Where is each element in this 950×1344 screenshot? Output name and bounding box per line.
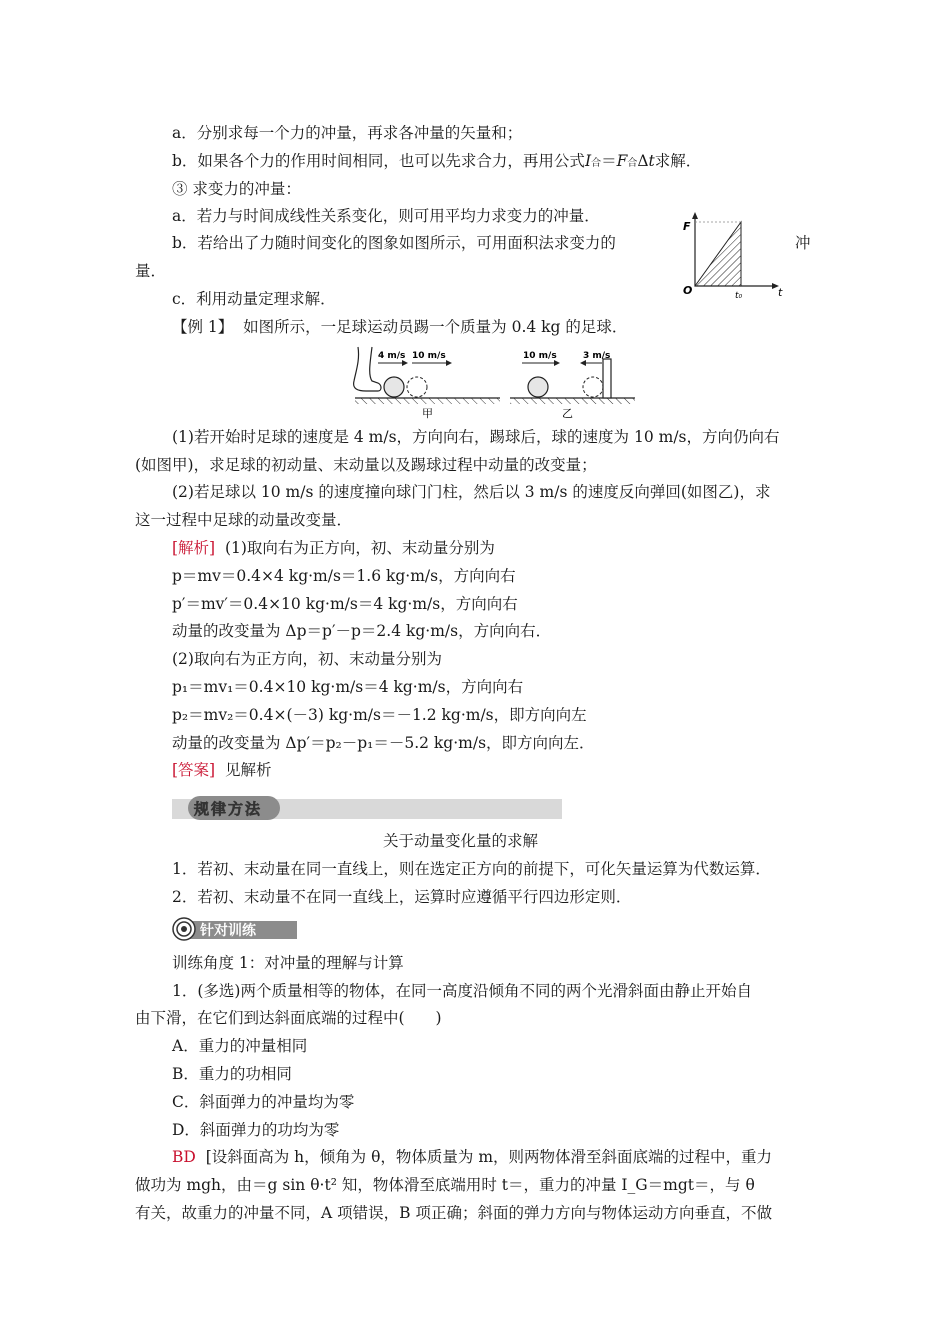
answer-key: BD [172,1148,196,1166]
solution-line: p₁＝mv₁＝0.4×10 kg·m/s＝4 kg·m/s，方向向右 [172,678,524,696]
text-line: 量． [135,262,167,280]
label-jia: 甲 [422,407,433,420]
force-time-graph [675,208,795,298]
arrowhead [446,360,452,366]
question-line: (1)若开始时足球的速度是 4 m/s，方向向右，踢球后，球的速度为 10 m/s，方向仍向右 [172,428,780,446]
text-line: a．若力与时间成线性关系变化，则可用平均力求变力的冲量． [172,207,600,225]
text-span: 求解． [654,152,702,170]
option-d: D．斜面弹力的功均为零 [172,1121,340,1139]
subscript: 合 [591,158,602,169]
question-line: 1．(多选)两个质量相等的物体，在同一高度沿倾角不同的两个光滑斜面由静止开始自 [172,982,752,1000]
solution-line: p₂＝mv₂＝0.4×(－3) kg·m/s＝－1.2 kg·m/s，即方向向左 [172,706,587,724]
explanation-text: [设斜面高为 h，倾角为 θ，物体质量为 m，则两物体滑至斜面底端的过程中，重力 [205,1148,773,1166]
solution-line: (2)取向右为正方向，初、末动量分别为 [172,650,442,668]
ball [384,377,404,397]
question-line: (如图甲)，求足球的初动量、末动量以及踢球过程中动量的改变量； [135,456,597,474]
question-line: 由下滑，在它们到达斜面底端的过程中( ) [135,1009,442,1027]
text-line [172,151,701,174]
option-c: C．斜面弹力的冲量均为零 [172,1093,355,1111]
v2-label: 10 m/s [412,351,446,361]
goal-post [603,359,611,398]
v3-label: 10 m/s [523,351,557,361]
solution-line: p＝mv＝0.4×4 kg·m/s＝1.6 kg·m/s，方向向右 [172,567,516,585]
method-title: 关于动量变化量的求解 [383,832,539,850]
formula-i: I [584,152,592,170]
solution-line [172,538,495,558]
v4-label: 3 m/s [583,351,611,361]
method-line: 2．若初、末动量不在同一直线上，运算时应遵循平行四边形定则． [172,888,632,906]
football-figure [350,345,640,420]
example-line [172,317,627,337]
ground-hatch [355,398,500,404]
method-line: 1．若初、末动量在同一直线上，则在选定正方向的前提下，可化矢量运算为代数运算． [172,860,771,878]
x-label: t [778,286,783,298]
example-tag: 【例 1】 [172,318,234,336]
target-center [181,926,187,932]
training-angle: 训练角度 1：对冲量的理解与计算 [172,954,404,972]
formula-f: F [616,152,628,170]
text-line: c．利用动量定理求解． [172,290,336,308]
answer-tag: [答案] [172,761,216,779]
banner-text: 针对训练 [200,923,256,939]
solution-line: 动量的改变量为 Δp′＝p₂－p₁＝－5.2 kg·m/s，即方向向左． [172,734,595,752]
text-line: 冲 [795,234,811,252]
solution-text: (1)取向右为正方向，初、末动量分别为 [224,539,495,557]
origin-label: O [683,284,693,297]
equals: ＝ [601,152,617,170]
explanation-line: 有关，故重力的冲量不同，A 项错误，B 项正确；斜面的弹力方向与物体运动方向垂直，不做 [135,1204,772,1222]
ball [528,377,548,397]
text-line: a．分别求每一个力的冲量，再求各冲量的矢量和； [172,124,523,142]
formula-t: t [648,152,655,170]
example-text: 如图所示，一足球运动员踢一个质量为 0.4 kg 的足球． [243,318,628,336]
y-label: F [683,220,691,233]
text-line: ③ 求变力的冲量： [172,180,301,198]
solution-line: p′＝mv′＝0.4×10 kg·m/s＝4 kg·m/s，方向向右 [172,595,518,613]
option-b: B．重力的功相同 [172,1065,292,1083]
v1-label: 4 m/s [378,351,406,361]
area-triangle [695,222,741,286]
question-line: 这一过程中足球的动量改变量． [135,511,353,529]
option-a: A．重力的冲量相同 [172,1037,308,1055]
ball-dashed [407,377,427,397]
solution-tag: [解析] [172,539,216,557]
delta: Δ [637,152,649,170]
banner-text: 规律方法 [194,800,263,818]
text-span: b．如果各个力的作用时间相同，也可以先求合力，再用公式 [172,152,585,170]
explanation-line [172,1147,772,1167]
answer-line [172,760,271,780]
text-line: b．若给出了力随时间变化的图象如图所示，可用面积法求变力的 [172,234,616,252]
ball-dashed [583,377,603,397]
y-axis-arrow [692,212,698,219]
ground-hatch [510,398,635,404]
solution-line: 动量的改变量为 Δp＝p′－p＝2.4 kg·m/s，方向向右． [172,622,552,640]
t0-label: t₀ [735,291,743,298]
subscript: 合 [627,158,638,169]
training-banner [172,915,302,943]
explanation-line: 做功为 mgh，由＝g sin θ·t² 知，物体滑至底端用时 t＝，重力的冲量 I_G＝mgt＝，与 θ [135,1176,755,1194]
label-yi: 乙 [562,407,573,420]
method-banner [172,793,562,823]
question-line: (2)若足球以 10 m/s 的速度撞向球门门柱，然后以 3 m/s 的速度反向弹回(如图乙)，求 [172,483,771,501]
answer-text: 见解析 [224,761,272,779]
foot-icon [354,347,381,391]
